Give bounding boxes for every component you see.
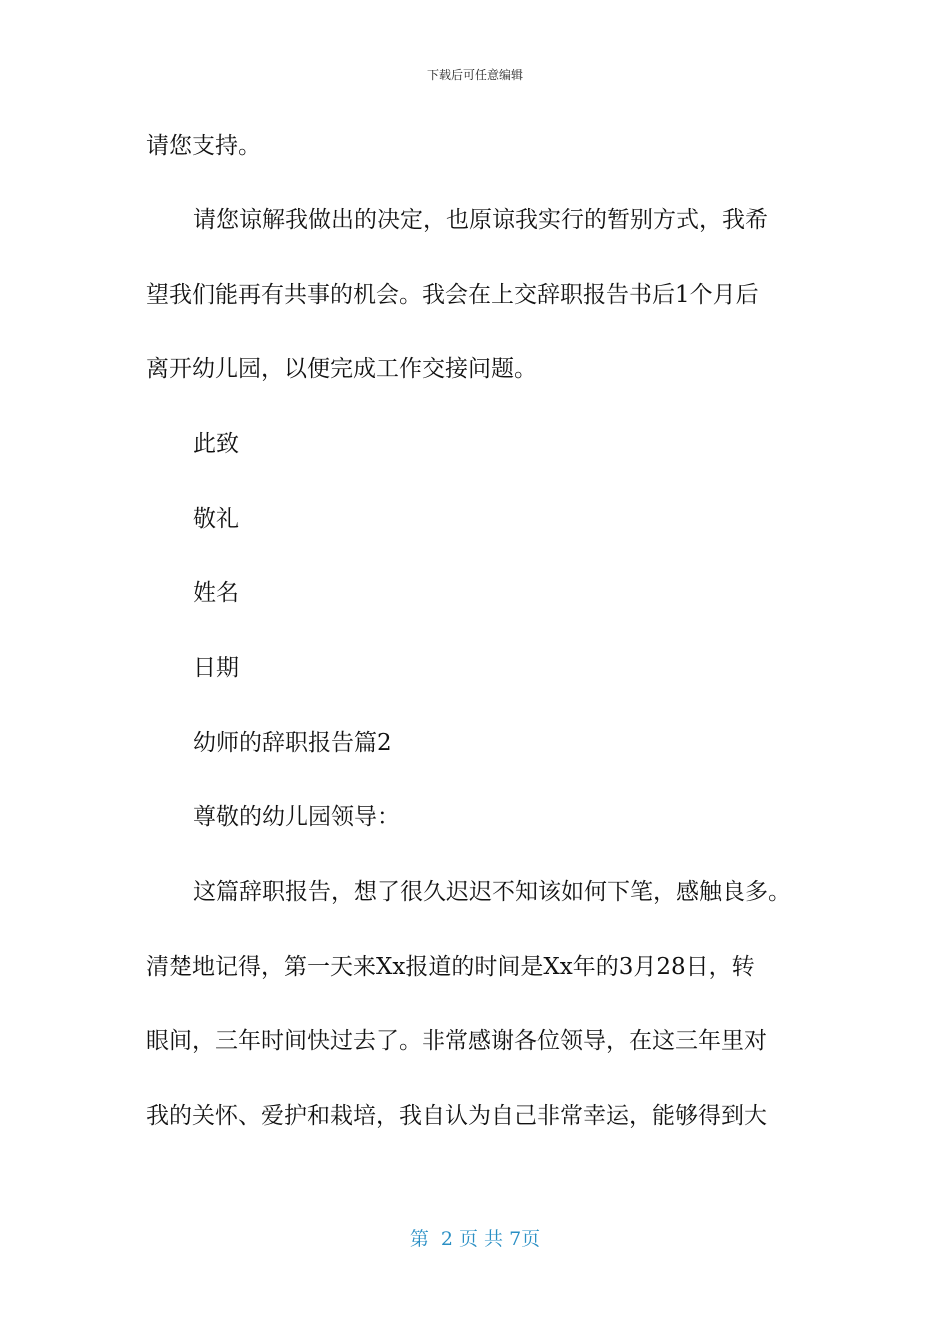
text-line-content: 眼间，三年时间快过去了。非常感谢各位领导，在这三年里对 (146, 1028, 767, 1054)
text-line-content: 请您支持。 (146, 133, 261, 159)
text-line (0, 1098, 950, 1134)
text-line (0, 277, 950, 313)
text-line (0, 575, 950, 611)
text-line (0, 799, 950, 835)
text-line (0, 949, 950, 985)
text-line-content: 我的关怀、爱护和栽培，我自认为自己非常幸运，能够得到大 (146, 1103, 767, 1129)
text-line-content: 此致 (193, 431, 239, 457)
text-line (0, 650, 950, 686)
text-line-content: 日期 (193, 655, 239, 681)
text-line-content: 幼师的辞职报告篇2 (193, 730, 392, 756)
text-line (0, 874, 950, 910)
text-line (0, 501, 950, 537)
text-line-content: 离开幼儿园，以便完成工作交接问题。 (146, 356, 537, 382)
page-number-footer: 第 2 页 共 7页 (409, 1228, 541, 1250)
text-line-content: 敬礼 (193, 506, 239, 532)
text-line (0, 128, 950, 164)
text-line (0, 426, 950, 462)
text-line (0, 1023, 950, 1059)
text-line-content: 请您谅解我做出的决定，也原谅我实行的暂别方式，我希 (193, 207, 768, 233)
page-header: 下载后可任意编辑 (426, 68, 523, 82)
text-line (0, 351, 950, 387)
text-line-content: 尊敬的幼儿园领导： (193, 804, 400, 830)
text-line-content: 这篇辞职报告，想了很久迟迟不知该如何下笔，感触良多。 (193, 879, 791, 905)
text-line-content: 清楚地记得，第一天来Xx报道的时间是Xx年的3月28日，转 (146, 954, 755, 980)
text-line-content: 望我们能再有共事的机会。我会在上交辞职报告书后1个月后 (146, 282, 759, 308)
text-line (0, 202, 950, 238)
text-line-content: 姓名 (193, 580, 239, 606)
text-line (0, 725, 950, 761)
